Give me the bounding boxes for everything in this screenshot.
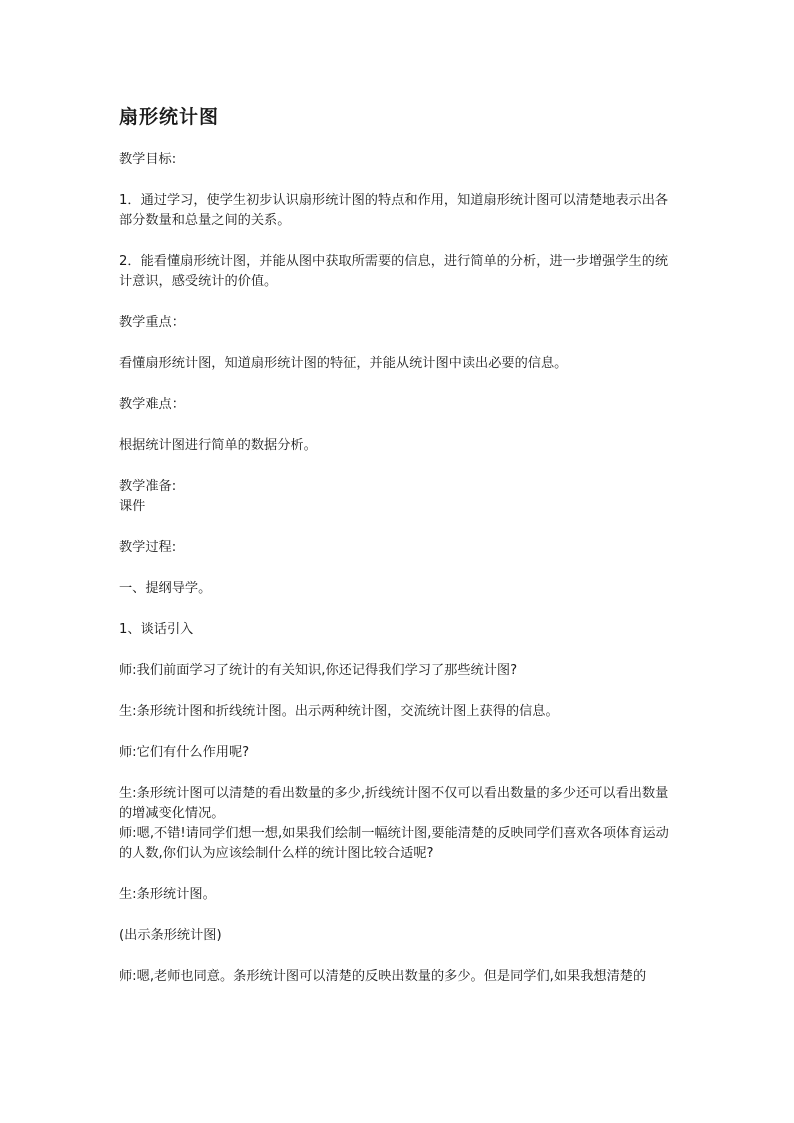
difficulties-text: 根据统计图进行简单的数据分析。 (119, 438, 317, 453)
objective-2: 2．能看懂扇形统计图，并能从图中获取所需要的信息，进行简单的分析，进一步增强学生的统计意识，感受统计的价值。 (119, 254, 669, 289)
key-points-text: 看懂扇形统计图，知道扇形统计图的特征，并能从统计图中读出必要的信息。 (119, 356, 568, 371)
dialogue-line: 师:嗯,不错!请同学们想一想,如果我们绘制一幅统计图,要能清楚的反映同学们喜欢各项体育运动的人数,你们认为应该绘制什么样的统计图比较合适呢? (119, 826, 669, 861)
dialogue-line: 师:我们前面学习了统计的有关知识,你还记得我们学习了那些统计图? (119, 663, 518, 678)
section-objectives-heading: 教学目标: (119, 152, 177, 167)
section-preparation-heading: 教学准备: (119, 479, 177, 494)
section-difficulties-heading: 教学难点： (119, 397, 185, 412)
objective-1: 1．通过学习，使学生初步认识扇形统计图的特点和作用，知道扇形统计图可以清楚地表示出各部分数量和总量之间的关系。 (119, 193, 669, 228)
dialogue-line: 师:它们有什么作用呢? (119, 745, 250, 760)
preparation-text: 课件 (119, 499, 146, 514)
dialogue-line: 生:条形统计图。 (119, 887, 216, 902)
document-title: 扇形统计图 (119, 106, 220, 128)
section-key-points-heading: 教学重点： (119, 315, 185, 330)
process-substep-1: 1、谈话引入 (119, 622, 194, 637)
section-process-heading: 教学过程: (119, 540, 177, 555)
dialogue-line: 师:嗯,老师也同意。条形统计图可以清楚的反映出数量的多少。但是同学们,如果我想清楚的 (119, 969, 647, 984)
document-page (119, 102, 679, 987)
process-step-1: 一、提纲导学。 (119, 581, 212, 596)
dialogue-line: 生:条形统计图可以清楚的看出数量的多少,折线统计图不仅可以看出数量的多少还可以看出数量的增减变化情况。 (119, 786, 669, 821)
stage-direction: (出示条形统计图) (119, 928, 222, 943)
dialogue-line: 生:条形统计图和折线统计图。出示两种统计图，交流统计图上获得的信息。 (119, 704, 559, 719)
